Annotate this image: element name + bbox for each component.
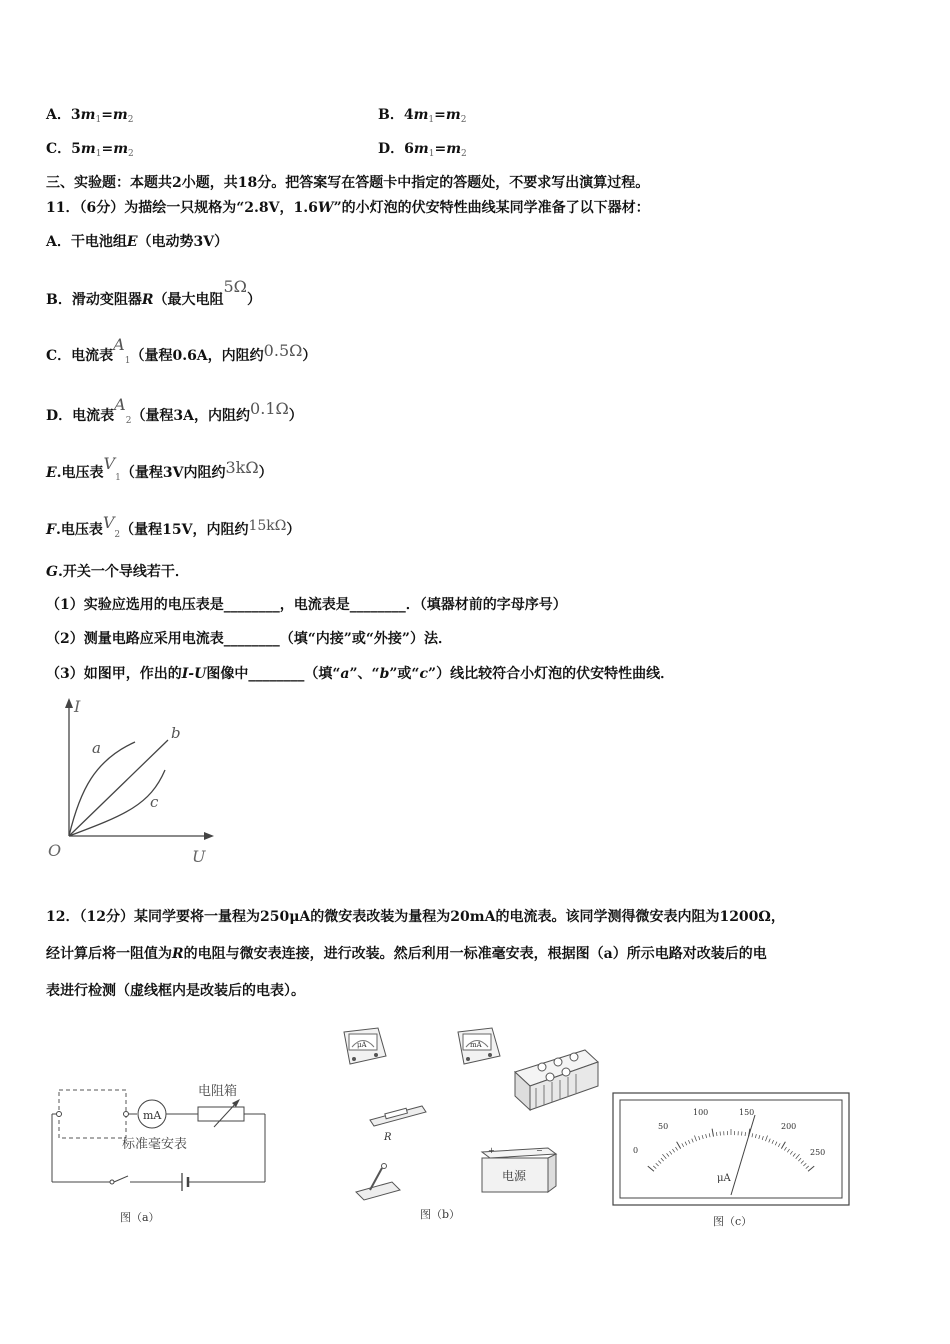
tick-label-150: 150: [739, 1108, 755, 1117]
figure-c: [605, 1085, 855, 1235]
tick-label-250: 250: [810, 1148, 826, 1157]
resistance-box-device: [515, 1050, 598, 1110]
svg-text:图（a）: 图（a）: [120, 1211, 160, 1224]
tick-label-0: 0: [633, 1146, 639, 1155]
q11-item-d: D．电流表$A_2$（量程3A，内阻约0.1Ω）: [46, 395, 303, 426]
curve-b: [69, 740, 168, 836]
svg-text:mA: mA: [470, 1041, 482, 1049]
unit-label: μA: [717, 1173, 731, 1184]
tick-label-100: 100: [693, 1108, 709, 1117]
q11-item-a: A．干电池组E（电动势3V）: [46, 234, 229, 250]
q11-stem: 11．（6分）为描绘一只规格为“2.8V，1.6W”的小灯泡的伏安特性曲线某同学准备了以下器材：: [46, 200, 650, 216]
svg-text:图（b）: 图（b）: [420, 1208, 461, 1221]
figure-b: [330, 1020, 610, 1230]
q11-sub3: （3）如图甲，作出的I-U图像中________（填“a”、“b”或“c”）线比较符合小灯泡的伏安特性曲线．: [46, 666, 675, 682]
option-a: A．$3m_1=m_2$: [46, 107, 134, 125]
option-d: D．$6m_1=m_2$: [378, 141, 467, 159]
svg-text:电阻箱: 电阻箱: [198, 1084, 238, 1099]
q11-item-g: G.开关一个导线若干．: [46, 564, 189, 580]
svg-text:图（c）: 图（c）: [713, 1215, 753, 1228]
q12-line3: 表进行检测（虚线框内是改装后的电表）。: [46, 983, 305, 999]
q11-item-f: F.电压表$V_2$（量程15V，内阻约15kΩ）: [46, 513, 301, 540]
curve-a: [69, 742, 135, 836]
iu-graph: [40, 690, 230, 870]
svg-text:标准毫安表: 标准毫安表: [122, 1137, 188, 1152]
svg-text:mA: mA: [143, 1109, 162, 1122]
q11-sub2: （2）测量电路应采用电流表________（填“内接”或“外接”）法．: [46, 631, 452, 647]
svg-text:R: R: [384, 1132, 392, 1143]
q12-line2: 经计算后将一阻值为R的电阻与微安表连接，进行改装。然后利用一标准毫安表，根据图（a）所示电路对改装后的电: [46, 946, 767, 962]
q12-line1: 12．（12分）某同学要将一量程为250μA的微安表改装为量程为20mA的电流表。该同学测得微安表内阻为1200Ω，: [46, 909, 785, 925]
svg-text:−: −: [536, 1146, 543, 1155]
label-b: b: [171, 724, 181, 742]
label-c: c: [150, 793, 159, 811]
q11-item-e: E.电压表$V_1$（量程3V内阻约3kΩ）: [46, 454, 273, 483]
axis-u: U: [192, 847, 206, 866]
q11-sub1: （1）实验应选用的电压表是________，电流表是________．（填器材前的字母序号）: [46, 597, 567, 613]
origin-label: O: [48, 841, 62, 860]
microammeter-device: [344, 1028, 386, 1064]
q11-item-c: C．电流表$A_1$（量程0.6A，内阻约0.5Ω）: [46, 335, 317, 366]
label-a: a: [92, 739, 101, 757]
svg-text:+: +: [488, 1146, 495, 1155]
milliammeter-device: [458, 1028, 500, 1064]
q11-item-b: B．滑动变阻器R（最大电阻5Ω）: [46, 277, 261, 308]
rheostat-device: [370, 1106, 426, 1143]
option-b: B．$4m_1=m_2$: [378, 107, 467, 125]
figure-a: [40, 1075, 280, 1235]
svg-text:μA: μA: [357, 1041, 367, 1049]
section-heading: 三、实验题：本题共2小题，共18分。把答案写在答题卡中指定的答题处，不要求写出演算过程。: [46, 175, 650, 191]
option-c: C．$5m_1=m_2$: [46, 141, 134, 159]
tick-label-50: 50: [658, 1122, 669, 1131]
axis-i: I: [74, 697, 81, 716]
svg-text:电源: 电源: [502, 1169, 527, 1183]
power-supply-device: [482, 1146, 556, 1192]
switch-device: [356, 1164, 400, 1201]
tick-label-200: 200: [781, 1122, 797, 1131]
